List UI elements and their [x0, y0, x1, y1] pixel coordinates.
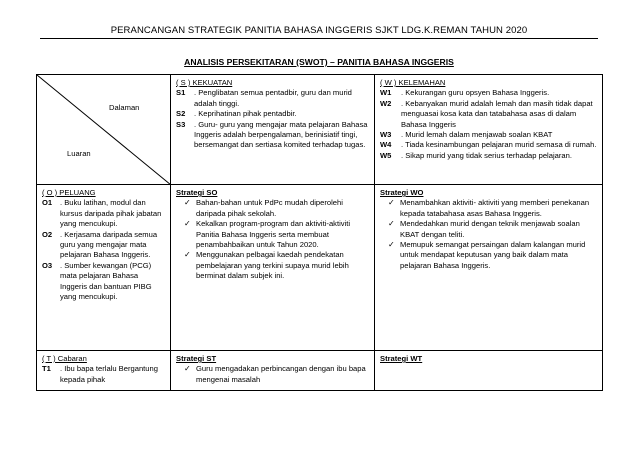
list-item	[380, 140, 598, 150]
item-text: Kekalkan program-program dan aktiviti-aktiviti Panitia Bahasa Inggeris serta membuat penambahbaikan untuk Tahun 2020.	[196, 219, 351, 250]
header-rule	[40, 38, 598, 39]
list-item	[176, 198, 370, 219]
check-icon: ✓	[388, 240, 395, 250]
list-item	[380, 99, 598, 130]
weaknesses-cell	[375, 75, 603, 185]
list-item	[380, 151, 598, 161]
strategy-so-cell	[171, 185, 375, 351]
item-text: . Kerjasama daripada semua guru yang mengajar mata pelajaran Bahasa Inggeris.	[60, 229, 158, 260]
item-code: O2	[42, 229, 53, 239]
item-text: . Keprihatinan pihak pentadbir.	[194, 109, 297, 119]
list-item	[42, 261, 166, 303]
item-text: . Guru- guru yang mengajar mata pelajaran Bahasa Inggeris adalah berpengalaman, berinisiatif tingi, bersemangat dan sertiasa komited terhadap tugas.	[194, 119, 368, 150]
list-item	[176, 88, 370, 109]
list-item	[176, 219, 370, 250]
item-text: . Tiada kesinambungan pelajaran murid semasa di rumah.	[401, 140, 597, 150]
list-item	[380, 88, 598, 98]
list-item	[176, 250, 370, 281]
item-text: Menambahkan aktiviti- aktiviti yang memberi penekanan kepada tatabahasa asas Bahasa Inggeris.	[400, 198, 590, 218]
check-icon: ✓	[388, 198, 395, 208]
check-icon: ✓	[184, 250, 191, 260]
item-code: W4	[380, 140, 392, 150]
threats-cell	[37, 351, 171, 391]
strategy-so-heading: Strategi SO	[176, 188, 218, 197]
item-text: . Buku latihan, modul dan kursus daripada pihak jabatan yang mencukupi.	[60, 198, 162, 229]
strengths-heading: ( S ) KEKUATAN	[176, 78, 233, 87]
item-text: Bahan-bahan untuk PdPc mudah diperolehi daripada pihak sekolah.	[196, 198, 343, 218]
luaran-label: Luaran	[67, 149, 91, 158]
table-row-internal	[37, 75, 603, 185]
table-row-threats	[37, 351, 603, 391]
item-text: Memupuk semangat persaingan dalam kalangan murid untuk mendapat keputusan yang baik dalam mata pelajaran Bahasa Inggeris.	[400, 240, 586, 270]
list-item	[380, 219, 598, 240]
item-text: Guru mengadakan perbincangan dengan ibu bapa mengenai masalah	[196, 364, 366, 384]
strategy-wt-heading: Strategi WT	[380, 354, 423, 363]
threats-heading: ( T ) Cabaran	[42, 354, 87, 363]
item-text: . Kekurangan guru opsyen Bahasa Inggeris.	[401, 88, 550, 98]
item-text: Menggunakan pelbagai kaedah pendekatan pembelajaran yang terkini supaya murid lebih berminat dalam subjek ini.	[196, 250, 349, 281]
strengths-cell	[171, 75, 375, 185]
item-code: S1	[176, 88, 186, 98]
list-item	[176, 364, 370, 385]
table-row-opportunities	[37, 185, 603, 351]
check-icon: ✓	[184, 219, 191, 229]
item-code: W5	[380, 150, 392, 160]
page-header: PERANCANGAN STRATEGIK PANITIA BAHASA INGGERIS SJKT LDG.K.REMAN TAHUN 2020	[110, 25, 528, 36]
strategy-wo-cell	[375, 185, 603, 351]
strategy-wt-cell	[375, 351, 603, 391]
item-code: O3	[42, 260, 53, 270]
item-code: W2	[380, 98, 392, 108]
strategy-wo-heading: Strategi WO	[380, 188, 424, 197]
list-item	[42, 230, 166, 261]
opportunities-heading: ( O ) PELUANG	[42, 188, 96, 197]
strategy-st-heading: Strategi ST	[176, 354, 217, 363]
item-text: Mendedahkan murid dengan teknik menjawab soalan KBAT dengan teliti.	[400, 219, 580, 239]
swot-table	[36, 74, 603, 391]
item-code: T1	[42, 364, 51, 374]
list-item	[176, 120, 370, 151]
item-code: W1	[380, 88, 392, 98]
item-code: S3	[176, 119, 186, 129]
item-code: S2	[176, 109, 186, 119]
check-icon: ✓	[388, 219, 395, 229]
weaknesses-heading: ( W ) KELEMAHAN	[380, 78, 446, 87]
item-text: . Kebanyakan murid adalah lemah dan masih tidak dapat menguasai kosa kata dan tatabahasa asas di dalam Bahasa Inggeris	[401, 98, 593, 129]
item-text: . Sumber kewangan (PCG) mata pelajaran Bahasa Inggeris dan bantuan PIBG yang mencukupi.	[60, 260, 152, 302]
dalaman-label: Dalaman	[109, 103, 140, 112]
item-text: . Murid lemah dalam menjawab soalan KBAT	[401, 130, 553, 140]
opportunities-cell	[37, 185, 171, 351]
check-icon: ✓	[184, 364, 191, 374]
item-text: . Sikap murid yang tidak serius terhadap pelajaran.	[401, 150, 572, 160]
strategy-st-cell	[171, 351, 375, 391]
list-item	[176, 109, 370, 119]
item-code: O1	[42, 198, 53, 208]
item-text: . Ibu bapa terlalu Bergantung kepada pihak	[60, 364, 158, 384]
list-item	[42, 364, 166, 385]
check-icon: ✓	[184, 198, 191, 208]
list-item	[42, 198, 166, 229]
diagonal-line	[37, 75, 171, 185]
corner-cell	[37, 75, 171, 185]
item-code: W3	[380, 130, 392, 140]
list-item	[380, 240, 598, 271]
list-item	[380, 130, 598, 140]
list-item	[380, 198, 598, 219]
item-text: . Penglibatan semua pentadbir, guru dan murid adalah tinggi.	[194, 88, 352, 108]
document-title: ANALISIS PERSEKITARAN (SWOT) – PANITIA BAHASA INGGERIS	[184, 57, 454, 67]
